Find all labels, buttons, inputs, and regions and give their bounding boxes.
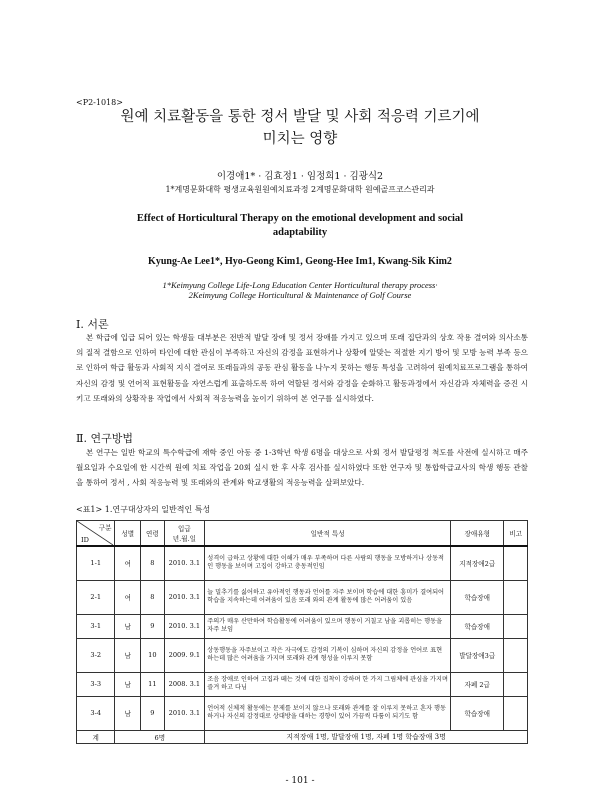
row-id: 2-1 bbox=[77, 580, 115, 614]
total-count: 6명 bbox=[115, 730, 205, 743]
table-header-row bbox=[77, 521, 528, 547]
affiliation-english bbox=[60, 280, 540, 300]
row-enroll-date: 2010. 3.1 bbox=[164, 696, 205, 730]
affiliation-english-line1: 1*Keimyung College Life-Long Education Center Horticultural therapy process· bbox=[162, 280, 438, 290]
table-caption: <표1> 1.연구대상자의 일반적인 특성 bbox=[76, 505, 211, 514]
row-id: 3-4 bbox=[77, 696, 115, 730]
row-characteristics: 늘 밀추기를 싫어하고 유아적인 행동과 언어를 자주 보이며 학습에 대한 흥미가 결여되어 학습을 지속하는데 어려움이 있음 또래 와의 관계 활동에 많은 어려움이 있음 bbox=[205, 580, 451, 614]
row-sex: 남 bbox=[115, 614, 141, 638]
table-row bbox=[77, 638, 528, 672]
section-heading-methods: Ⅱ. 연구방법 bbox=[76, 432, 133, 445]
row-disability-type: 학습장애 bbox=[451, 580, 504, 614]
methods-paragraph: 본 연구는 일반 학교의 특수학급에 재학 중인 아동 중 1-3학년 학생 6명을 대상으로 사회 정서 발달평정 척도를 사전에 실시하고 매주 월요일과 수요일에 한 시간씩 원예 치료 작업을 20회 실시 한 후 사후 검사를 실시하였다 또한 연구자 및 통합학급교사의 학생 행동 관찰을 통하여 정서 , 사회 적응능력 및 또래와의 관계와 학교생활의 적응능력을 살펴보았다. bbox=[76, 448, 528, 488]
header-sex: 성별 bbox=[115, 521, 141, 547]
introduction-paragraph: 본 학급에 입급 되어 있는 학생들 대부분은 전반적 발달 장애 및 정서 장애를 가지고 있으며 또래 집단과의 상호 작용 결여와 의사소통의 질적 결함으로 인하여 타인에 대한 관심이 부족하고 자신의 감정을 표현하거나 상황에 알맞는 적절한 지기 방어 및 모방 능력 부족 등으로 인하여 학급 활동과 사회적 지식 결여로 또래들과의 공동 관심 활동을 나누지 못하는 행동 특성을 고려하여 원예치료프로그램을 통하여 자신의 감정 및 언어적 표현활동을 자연스럽게 표출하도록 하여 역할된 정서와 감정을 순화하고 활동과정에서 자신감과 자체력을 증진 시키고 또래와의 상황작용 작업에서 사회적 적응능력을 높이기 위하여 본 연구를 실시하였다. bbox=[76, 333, 528, 403]
row-note bbox=[504, 638, 528, 672]
row-note bbox=[504, 580, 528, 614]
row-disability-type: 학습장애 bbox=[451, 696, 504, 730]
row-sex: 여 bbox=[115, 580, 141, 614]
row-note bbox=[504, 672, 528, 696]
row-disability-type: 발달장애3급 bbox=[451, 638, 504, 672]
row-characteristics: 언어적 신체적 활동에는 문제를 보이지 않으나 또래와 관계를 잘 이루지 못하고 혼자 행동하거나 자신의 감정대로 상대방을 대하는 경향이 있어 가끔씩 다툼이 되기도 함 bbox=[205, 696, 451, 730]
header-enroll-date-line2: 년.월.일 bbox=[172, 535, 197, 543]
row-sex: 남 bbox=[115, 638, 141, 672]
header-age: 연령 bbox=[141, 521, 165, 547]
header-disability-type: 장애유형 bbox=[451, 521, 504, 547]
section-heading-introduction: Ⅰ. 서론 bbox=[76, 318, 109, 331]
page-number: - 101 - bbox=[285, 776, 315, 786]
authors-english: Kyung-Ae Lee1*, Hyo-Geong Kim1, Geong-Hee Im1, Kwang-Sik Kim2 bbox=[148, 256, 452, 267]
row-note bbox=[504, 696, 528, 730]
subject-characteristics-table bbox=[76, 520, 528, 744]
row-sex: 여 bbox=[115, 546, 141, 580]
row-age: 11 bbox=[141, 672, 165, 696]
table-row bbox=[77, 580, 528, 614]
title-english bbox=[100, 212, 500, 240]
row-id: 3-2 bbox=[77, 638, 115, 672]
header-enroll-date bbox=[164, 521, 205, 547]
row-enroll-date: 2010. 3.1 bbox=[164, 614, 205, 638]
row-note bbox=[504, 546, 528, 580]
table-row bbox=[77, 614, 528, 638]
poster-code: <P2-1018> bbox=[76, 98, 123, 107]
row-characteristics: 성격이 급하고 상황에 대한 이해가 매우 부족하며 다른 사람의 행동을 모방하거나 상동적인 행동을 보이며 고집이 강하고 충동적인임 bbox=[205, 546, 451, 580]
affiliation-english-line2: 2Keimyung College Horticultural & Maintenance of Golf Course bbox=[188, 290, 412, 300]
row-age: 10 bbox=[141, 638, 165, 672]
header-note: 비고 bbox=[504, 521, 528, 547]
title-english-line1: Effect of Horticultural Therapy on the emotional development and social bbox=[136, 213, 464, 224]
row-id: 3-1 bbox=[77, 614, 115, 638]
row-disability-type: 자폐 2급 bbox=[451, 672, 504, 696]
row-disability-type: 지적장애2급 bbox=[451, 546, 504, 580]
table-row bbox=[77, 672, 528, 696]
title-english-line2: adaptability bbox=[272, 227, 328, 238]
row-characteristics: 상동행동을 자주보이고 작은 자극에도 감정의 기복이 심하며 자신의 감정을 언어로 표현하는데 많은 어려움을 가지며 또래와 관계 형성을 이루지 못함 bbox=[205, 638, 451, 672]
title-korean-line1: 원예 치료활동을 통한 정서 발달 및 사회 적응력 기르기에 bbox=[120, 109, 480, 125]
row-characteristics: 주의가 매우 산만하여 학습활동에 어려움이 있으며 행동이 거칠고 남을 괴롭히는 행동을 자주 보임 bbox=[205, 614, 451, 638]
row-characteristics: 조음 장애로 인하여 고집과 떼는 것에 대한 집착이 강하며 한 가지 그림체에 관심을 가지며 즐겨 하고 다님 bbox=[205, 672, 451, 696]
row-disability-type: 학습장애 bbox=[451, 614, 504, 638]
row-id: 3-3 bbox=[77, 672, 115, 696]
total-label: 계 bbox=[77, 730, 115, 743]
title-korean-line2: 미치는 영향 bbox=[262, 131, 338, 147]
row-sex: 남 bbox=[115, 696, 141, 730]
row-age: 8 bbox=[141, 546, 165, 580]
affiliation-korean: 1*계명문화대학 평생교육원원예치료과정 2계명문화대학 원예골프코스관리과 bbox=[165, 185, 435, 194]
row-note bbox=[504, 614, 528, 638]
header-category: 구분 bbox=[98, 524, 112, 532]
row-age: 8 bbox=[141, 580, 165, 614]
row-enroll-date: 2008. 3.1 bbox=[164, 672, 205, 696]
row-age: 9 bbox=[141, 696, 165, 730]
row-id: 1-1 bbox=[77, 546, 115, 580]
row-enroll-date: 2009. 9.1 bbox=[164, 638, 205, 672]
total-summary: 지적장애 1명, 발달장애 1명, 자폐 1명 학습장애 3명 bbox=[205, 730, 528, 743]
header-general-characteristics: 일반적 특성 bbox=[205, 521, 451, 547]
authors-korean: 이경애1* · 김효정1 · 임정희1 · 김광식2 bbox=[216, 171, 384, 182]
row-enroll-date: 2010. 3.1 bbox=[164, 580, 205, 614]
header-id: ID bbox=[81, 536, 89, 544]
title-korean bbox=[60, 106, 540, 150]
header-enroll-date-line1: 입급 bbox=[178, 525, 191, 533]
row-age: 9 bbox=[141, 614, 165, 638]
table-row bbox=[77, 696, 528, 730]
table-row bbox=[77, 546, 528, 580]
row-sex: 남 bbox=[115, 672, 141, 696]
row-enroll-date: 2010. 3.1 bbox=[164, 546, 205, 580]
table-total-row bbox=[77, 730, 528, 743]
diagonal-header-cell bbox=[77, 521, 115, 547]
